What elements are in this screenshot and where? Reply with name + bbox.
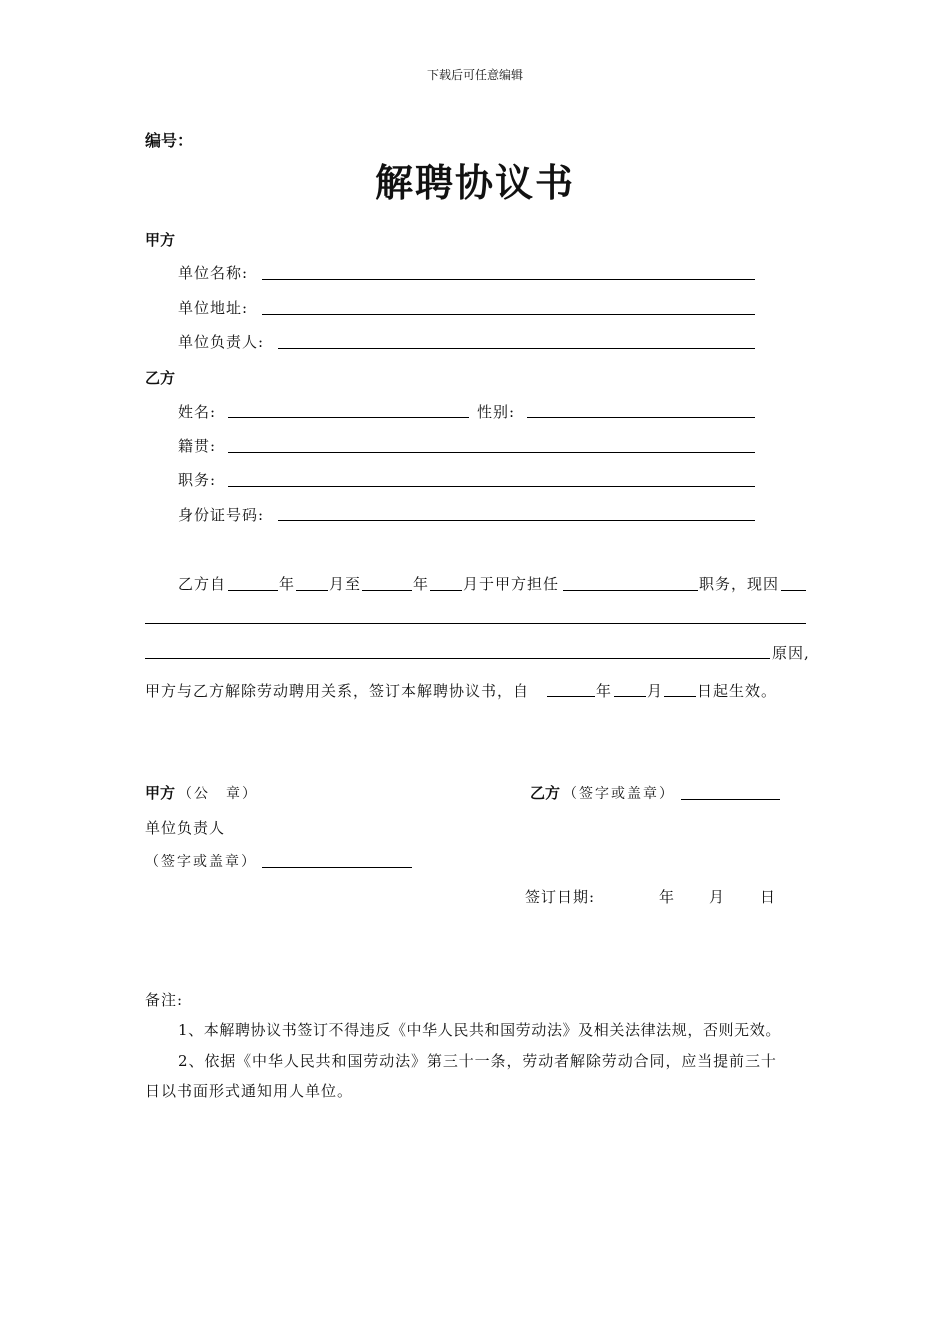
- sign-party-b-seal: （签字或盖章）: [563, 786, 675, 802]
- end-month-field[interactable]: [430, 590, 462, 591]
- p1-year-1: 年: [279, 575, 296, 593]
- start-year-field[interactable]: [228, 590, 278, 591]
- effective-day-field[interactable]: [664, 696, 696, 697]
- effective-year-field[interactable]: [547, 696, 595, 697]
- p1-month-1: 月至: [329, 575, 362, 593]
- unit-leader-field[interactable]: [278, 348, 755, 349]
- native-place-label: 籍贯:: [178, 437, 217, 455]
- sign-party-a-sign: （签字或盖章）: [145, 854, 257, 870]
- unit-address-label: 单位地址:: [178, 299, 249, 317]
- p1-start: 乙方自: [178, 575, 227, 593]
- p3-day: 日起生效。: [697, 682, 778, 700]
- sign-party-a-seal: （公 章）: [178, 786, 258, 802]
- reason-label: 原因,: [772, 644, 810, 662]
- sign-date-day: 日: [760, 888, 777, 906]
- name-label: 姓名:: [178, 403, 217, 421]
- document-title: 解聘协议书: [374, 161, 575, 205]
- unit-leader-label: 单位负责人:: [178, 333, 265, 351]
- sign-date-label: 签订日期:: [525, 888, 596, 906]
- note-item-2: 2、依据《中华人民共和国劳动法》第三十一条，劳动者解除劳动合同，应当提前三十: [178, 1052, 777, 1070]
- id-number-label: 身份证号码:: [178, 506, 265, 524]
- sign-party-b-heading: 乙方: [530, 784, 561, 802]
- reason-field-line-2[interactable]: [145, 623, 806, 624]
- id-number-field[interactable]: [278, 520, 755, 521]
- p3-text: 甲方与乙方解除劳动聘用关系，签订本解聘协议书，自: [145, 682, 530, 700]
- sign-unit-leader: 单位负责人: [145, 819, 226, 837]
- note-item-2-cont: 日以书面形式通知用人单位。: [145, 1082, 354, 1100]
- unit-name-field[interactable]: [262, 279, 755, 280]
- p3-month: 月: [647, 682, 664, 700]
- gender-label: 性别:: [477, 403, 516, 421]
- effective-month-field[interactable]: [614, 696, 646, 697]
- start-month-field[interactable]: [296, 590, 328, 591]
- p1-month-2: 月于甲方担任: [463, 575, 560, 593]
- p1-year-2: 年: [413, 575, 430, 593]
- unit-name-label: 单位名称:: [178, 264, 249, 282]
- name-field[interactable]: [228, 417, 469, 418]
- reason-field-line-3[interactable]: [145, 658, 770, 659]
- sign-party-a-heading: 甲方: [145, 784, 176, 802]
- reason-field-start[interactable]: [781, 590, 806, 591]
- p3-year: 年: [596, 682, 613, 700]
- notes-label: 备注:: [145, 991, 184, 1009]
- p1-position: 职务，现因: [699, 575, 780, 593]
- party-b-heading: 乙方: [145, 369, 176, 387]
- end-year-field[interactable]: [362, 590, 412, 591]
- native-place-field[interactable]: [228, 452, 755, 453]
- party-b-signature-field[interactable]: [681, 799, 780, 800]
- position-field[interactable]: [228, 486, 755, 487]
- party-a-signature-field[interactable]: [262, 867, 412, 868]
- party-a-heading: 甲方: [145, 231, 176, 249]
- gender-field[interactable]: [527, 417, 755, 418]
- document-number-label: 编号：: [145, 131, 194, 150]
- unit-address-field[interactable]: [262, 314, 755, 315]
- sign-date-month: 月: [709, 888, 726, 906]
- note-item-1: 1、本解聘协议书签订不得违反《中华人民共和国劳动法》及相关法律法规，否则无效。: [178, 1021, 781, 1039]
- sign-date-year: 年: [659, 888, 676, 906]
- header-note: 下载后可任意编辑: [426, 68, 523, 82]
- held-position-field[interactable]: [563, 590, 698, 591]
- position-label: 职务:: [178, 471, 217, 489]
